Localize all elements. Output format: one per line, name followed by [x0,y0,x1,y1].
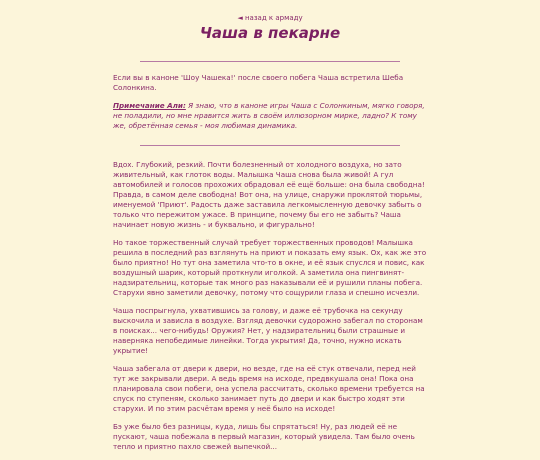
story-paragraph: Вдох. Глубокий, резкий. Почти болезненный от холодного воздуха, но зато живительный, как глоток воды. Малышка Чаша снова была живой! А гул автомобилей и голосов прохожих обрадовал её ещё больше: она была свободна! Правда, в самом деле свободна! Вот она, на улице, снаружи проклятой тюрьмы, именуемой 'Приют'. Радость даже заставила легкомысленную девочку забыть о только что пережитом ужасе. В принципе, почему бы его не забыть? Чаша начинает новую жизнь - и буквально, и фигурально! [113,160,425,229]
divider-top [140,61,400,62]
story-paragraph: Но такое торжественный случай требует торжественных проводов! Малышка решила в последний раз взглянуть на приют и показать ему язык. Ох, как же это было приятно! Но тут она заметила что-то в окне, и её язык спуслся и повис, как воздушный шарик, который проткнули иголкой. А заметила она пингвинят-надзирательниц, которые так много раз наказывали её и рушили планы побега. Старухи явно заметили девочку, потому что сощурили глаза и спешно исчезли. [113,238,427,297]
back-link[interactable]: ◄ назад к армаду [237,14,303,22]
intro-text: Если вы в каноне 'Шоу Чашека!' после своего побега Чаша встретила Шеба Солонкина. [113,73,404,92]
note-label: Примечание Али: [113,101,186,110]
story-paragraph: Чаша забегала от двери к двери, но везде, где на её стук отвечали, перед ней тут же закрывали двери. А ведь время на исходе, предвкушала она! Пока она планировала свои побеги, она успела рассчитать, сколько времени требуется на спуск по ступеням, сколько занимает путь до двери и как быстро ходят эти старухи. И по этим расчётам время у неё было на исходе! [113,364,425,413]
divider-middle [140,145,400,146]
author-note [113,101,428,131]
page-title: Чаша в пекарне [199,24,341,42]
note-text: Я знаю, что в каноне игры Чаша с Солонкиным, мягко говоря, не поладили, но мне нравится жить в своём иллюзорном мирке, ладно? К тому же, обретённая семья - моя любимая динамика. [113,101,425,130]
story-paragraph: Чаша поспрыгнула, ухватившись за голову, и даже её трубочка на секунду выскочила и зависла в воздухе. Взгляд девочки судорожно забегал по сторонам в поисках... чего-нибудь! Оружия? Нет, у надзирательниц были страшные и наверняка непобедимые линейки. Тогда укрытия! Да, точно, нужно искать укрытие! [113,306,423,355]
intro-block [113,73,428,139]
back-nav [0,14,540,22]
story-paragraph: Бэ уже было без разницы, куда, лишь бы спрятаться! Ну, раз людей её не пускают, чаша побежала в первый магазин, который увидела. Там было очень тепло и приятно пахло свежей выпечкой... [113,422,415,451]
story-body [113,160,428,460]
